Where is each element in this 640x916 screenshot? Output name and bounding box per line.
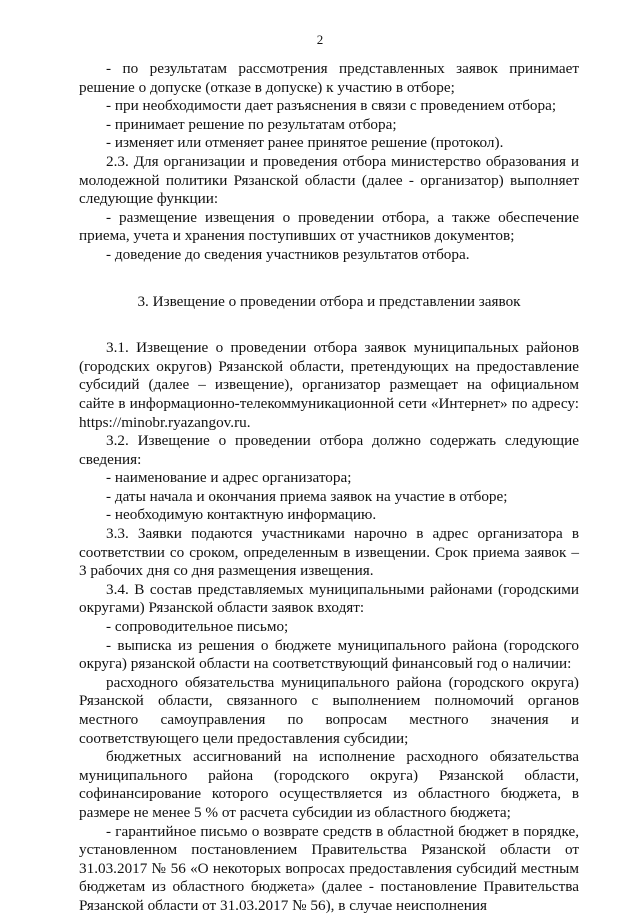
paragraph-3-2: 3.2. Извещение о проведении отбора должно содержать следующие сведения: bbox=[79, 432, 579, 468]
paragraph-publish-notice: - размещение извещения о проведении отбора, а также обеспечение приема, учета и хранения поступивших от участников документов; bbox=[79, 208, 579, 245]
paragraph-organizer-name: - наименование и адрес организатора; bbox=[106, 469, 352, 487]
document-body bbox=[79, 60, 579, 916]
paragraph-3-4: 3.4. В состав представляемых муниципальными районами (городскими округами) Рязанской области заявок входят: bbox=[79, 580, 579, 617]
paragraph-contact-info: - необходимую контактную информацию. bbox=[106, 506, 377, 524]
paragraph-expenditure-obligation: расходного обязательства муниципального района (городского округа) Рязанской области, связанного с выполнением полномочий органов местного самоуправления по вопросам местного значения и соответствующего цели предоставления субсидии; bbox=[79, 673, 579, 747]
paragraph-decision-admission: - по результатам рассмотрения представленных заявок принимает решение о допуске (отказе в допуске) к участию в отборе; bbox=[79, 60, 579, 96]
paragraph-budget-extract: - выписка из решения о бюджете муниципального района (городского округа) рязанской области на соответствующий финансовый год о наличии: bbox=[79, 636, 579, 673]
page-number: 2 bbox=[316, 32, 324, 47]
paragraph-results-decision: - принимает решение по результатам отбора; bbox=[106, 115, 397, 133]
paragraph-3-1: 3.1. Извещение о проведении отбора заявок муниципальных районов (городских округов) Рязанской области, претендующих на предоставление субсидий (далее – извещение), организатор размещает на официальном сайте в информационно-телекоммуникационной сети «Интернет» по адресу: https://minobr.ryazangov.ru. bbox=[79, 339, 579, 431]
paragraph-2-3: 2.3. Для организации и проведения отбора министерство образования и молодежной политики Рязанской области (далее - организатор) выполняет следующие функции: bbox=[79, 152, 579, 208]
paragraph-change-decision: - изменяет или отменяет ранее принятое решение (протокол). bbox=[106, 134, 504, 152]
paragraph-guarantee-letter: - гарантийное письмо о возврате средств в областной бюджет в порядке, установленном постановлением Правительства Рязанской области от 31.03.2017 № 56 «О некоторых вопросах предоставления субсидий местным бюджетам из областного бюджета» (далее - постановление Правительства Рязанской области от 31.03.2017 № 56), в случае неисполнения bbox=[79, 822, 579, 914]
paragraph-cover-letter: - сопроводительное письмо; bbox=[106, 618, 289, 636]
paragraph-dates: - даты начала и окончания приема заявок на участие в отборе; bbox=[106, 487, 508, 505]
paragraph-3-3: 3.3. Заявки подаются участниками нарочно в адрес организатора в соответствии со сроком, определенным в извещении. Срок приема заявок – 3 рабочих дня со дня размещения извещения. bbox=[79, 525, 579, 580]
section-3-heading: 3. Извещение о проведении отбора и представлении заявок bbox=[137, 292, 521, 310]
paragraph-inform-participants: - доведение до сведения участников результатов отбора. bbox=[106, 245, 470, 263]
paragraph-clarifications: - при необходимости дает разъяснения в связи с проведением отбора; bbox=[106, 97, 557, 115]
paragraph-budget-allocations: бюджетных ассигнований на исполнение расходного обязательства муниципального района (городского округа) Рязанской области, софинансирование которого осуществляется из областного бюджета, в размере не менее 5 % от расчета субсидии из областного бюджета; bbox=[79, 748, 579, 821]
